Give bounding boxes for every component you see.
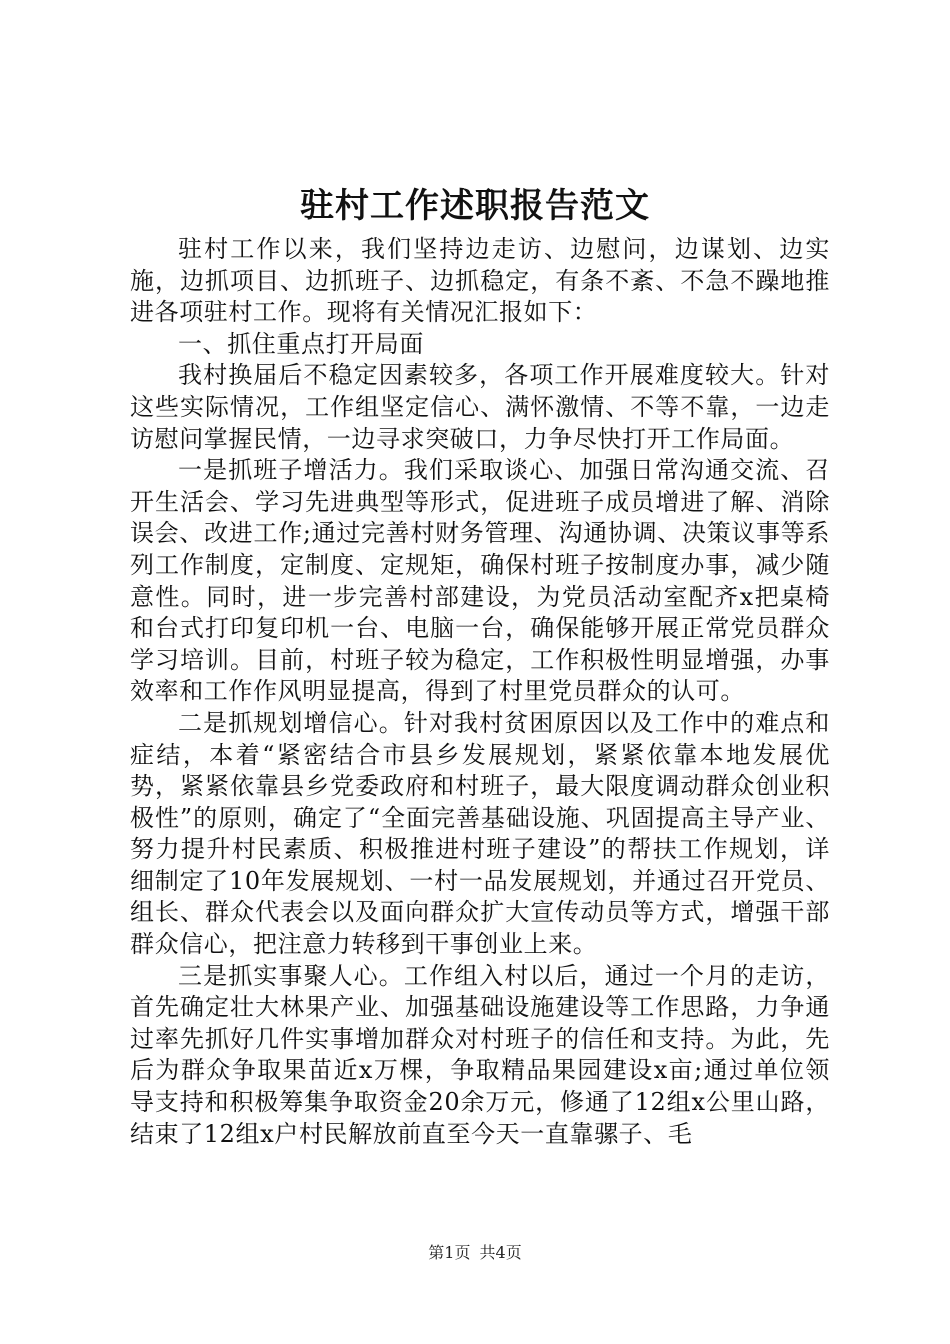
paragraph-intro: 驻村工作以来，我们坚持边走访、边慰问，边谋划、边实施，边抓项目、边抓班子、边抓稳定，有条不紊、不急不躁地推进各项驻村工作。现将有关情况汇报如下： (130, 235, 830, 327)
page-number: 第1页 (428, 1243, 471, 1262)
paragraph-planning: 二是抓规划增信心。针对我村贫困原因以及工作中的难点和症结，本着“紧密结合市县乡发展规划，紧紧依靠本地发展优势，紧紧依靠县乡党委政府和村班子，最大限度调动群众创业积极性”的原则，确定了“全面完善基础设施、巩固提高主导产业、努力提升村民素质、积极推进村班子建设”的帮扶工作规划，详细制定了10年发展规划、一村一品发展规划，并通过召开党员、组长、群众代表会以及面向群众扩大宣传动员等方式，增强干部群众信心，把注意力转移到干事创业上来。 (130, 708, 830, 959)
page-footer (0, 1242, 950, 1264)
document-body (130, 234, 830, 1150)
paragraph-team-building: 一是抓班子增活力。我们采取谈心、加强日常沟通交流、召开生活会、学习先进典型等形式，促进班子成员增进了解、消除误会、改进工作;通过完善村财务管理、沟通协调、决策议事等系列工作制度，定制度、定规矩，确保村班子按制度办事，减少随意性。同时，进一步完善村部建设，为党员活动室配齐x把桌椅和台式打印复印机一台、电脑一台，确保能够开展正常党员群众学习培训。目前，村班子较为稳定，工作积极性明显增强，办事效率和工作作风明显提高，得到了村里党员群众的认可。 (130, 456, 830, 706)
page-total: 共4页 (479, 1243, 522, 1262)
section-heading: 一、抓住重点打开局面 (178, 329, 424, 358)
document-title: 驻村工作述职报告范文 (300, 186, 650, 226)
paragraph-practical-work: 三是抓实事聚人心。工作组入村以后，通过一个月的走访，首先确定壮大林果产业、加强基础设施建设等工作思路，力争通过率先抓好几件实事增加群众对村班子的信任和支持。为此，先后为群众争取果苗近x万棵，争取精品果园建设x亩;通过单位领导支持和积极筹集争取资金20余万元，修通了12组x公里山路，结束了12组x户村民解放前直至今天一直靠骡子、毛 (130, 961, 830, 1148)
paragraph-background: 我村换届后不稳定因素较多，各项工作开展难度较大。针对这些实际情况，工作组坚定信心、满怀激情、不等不靠，一边走访慰问掌握民情，一边寻求突破口，力争尽快打开工作局面。 (130, 361, 830, 453)
